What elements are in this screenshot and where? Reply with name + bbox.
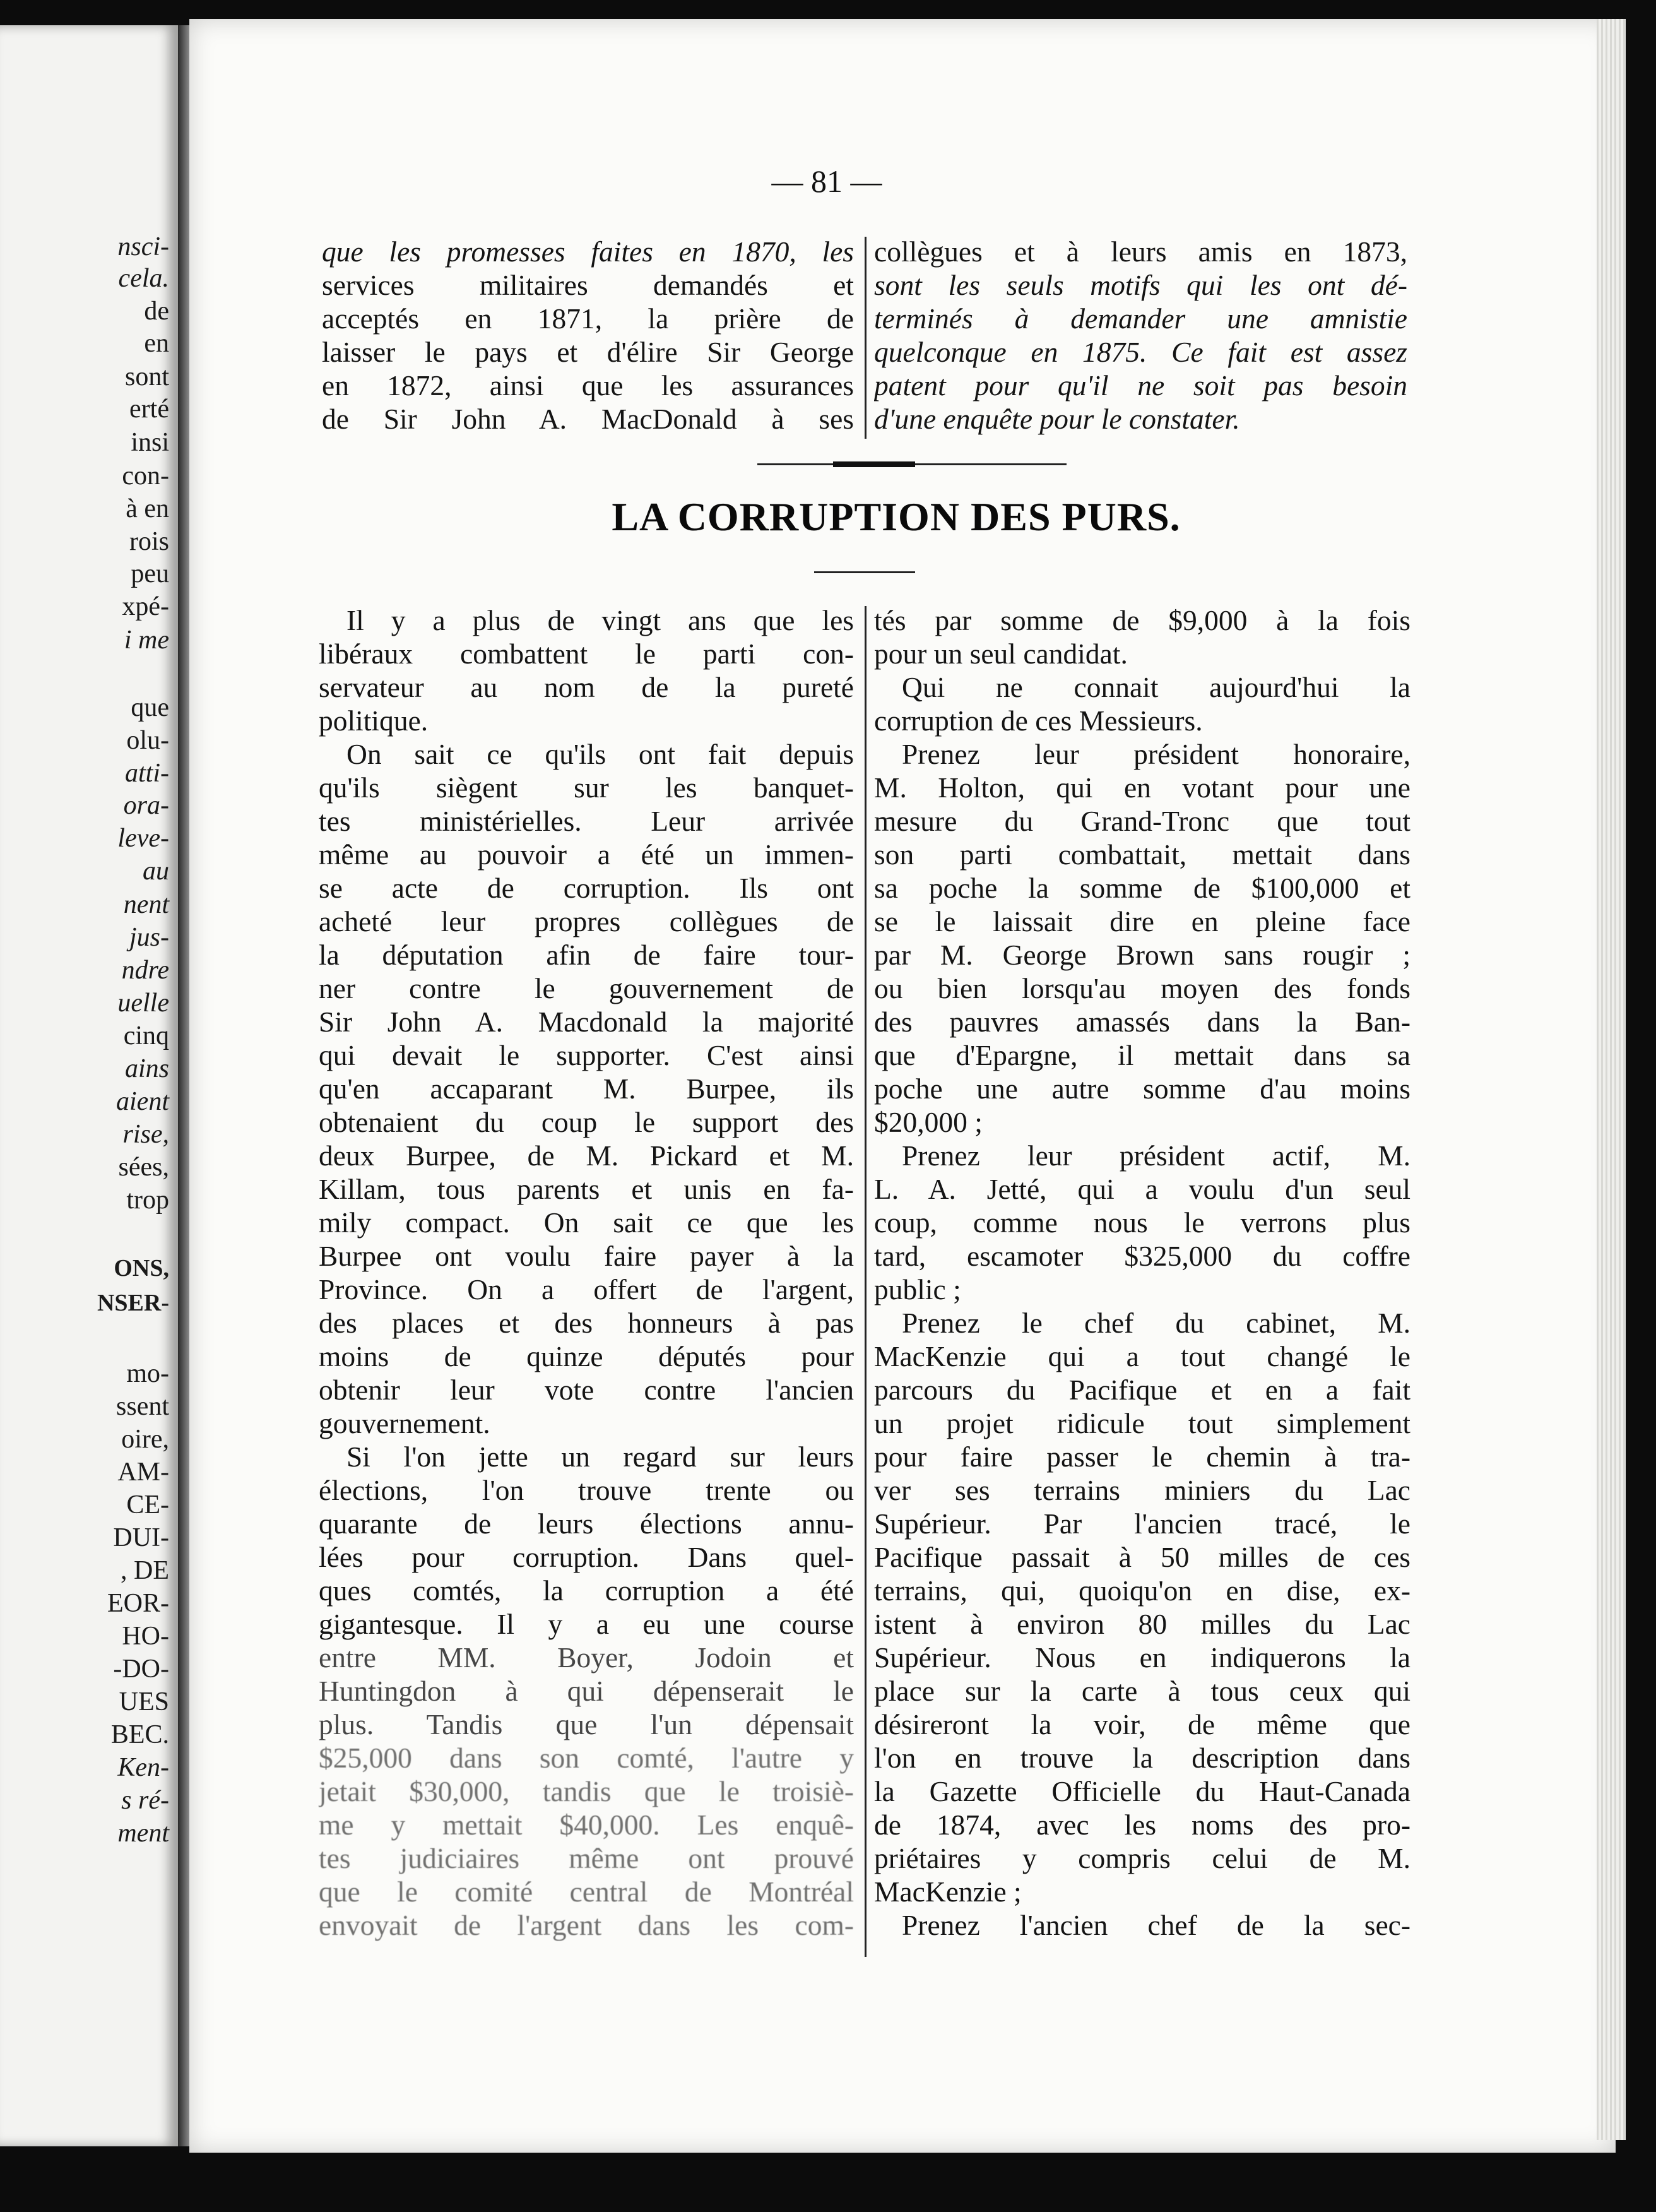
text-line: d'une enquête pour le constater. — [874, 403, 1240, 435]
text-line: un projet ridicule tout simplement — [874, 1407, 1411, 1439]
facing-page-text-fragment: ains — [124, 1054, 169, 1083]
facing-page-text-fragment: sont — [124, 362, 169, 391]
facing-page-text-fragment: cela. — [118, 264, 169, 293]
text-line: l'on en trouve la description dans — [874, 1742, 1411, 1774]
text-line: ques comtés, la corruption a été — [319, 1574, 854, 1607]
text-line: pour faire passer le chemin à tra- — [874, 1441, 1411, 1473]
text-line: Province. On a offert de l'argent, — [319, 1273, 854, 1305]
text-line: poche une autre somme d'au moins — [874, 1073, 1411, 1105]
text-line: qu'en accaparant M. Burpee, ils — [319, 1073, 854, 1105]
facing-page-text-fragment: CE- — [126, 1490, 169, 1519]
text-line: MacKenzie qui a tout changé le — [874, 1340, 1411, 1372]
facing-page-text-fragment: NSER- — [97, 1290, 169, 1316]
text-line: Prenez le chef du cabinet, M. — [902, 1307, 1411, 1339]
text-line: des pauvres amassés dans la Ban- — [874, 1006, 1411, 1038]
article-right-column — [874, 604, 1411, 1942]
text-line: se acte de corruption. Ils ont — [319, 872, 854, 904]
text-line: Pacifique passait à 50 milles de ces — [874, 1541, 1411, 1573]
text-line: se le laissait dire en pleine face — [874, 905, 1411, 937]
text-line: patent pour qu'il ne soit pas besoin — [874, 369, 1407, 401]
text-line: politique. — [319, 705, 429, 737]
text-line: Prenez leur président actif, M. — [902, 1139, 1411, 1172]
text-line: mesure du Grand-Tronc que tout — [874, 805, 1411, 837]
facing-page-text-fragment: nsci- — [117, 232, 169, 261]
facing-page-text-fragment: con- — [122, 461, 169, 491]
facing-page-text-fragment: ment — [117, 1819, 169, 1848]
top-column-divider — [865, 237, 866, 439]
text-line: ner contre le gouvernement de — [319, 972, 854, 1004]
text-line: servateur au nom de la pureté — [319, 671, 854, 703]
facing-page-text-fragment: DUI- — [113, 1523, 169, 1552]
facing-page-text-fragment: cinq — [123, 1021, 169, 1050]
page-number: — 81 — — [771, 164, 882, 199]
text-line: gouvernement. — [319, 1407, 490, 1439]
article-heading: LA CORRUPTION DES PURS. — [612, 494, 1181, 539]
book-spine — [178, 25, 189, 2146]
text-line: Il y a plus de vingt ans que les — [346, 604, 854, 636]
text-line: Supérieur. Par l'ancien tracé, le — [874, 1507, 1411, 1540]
heading-rule-top-ornament — [833, 461, 915, 467]
text-line: envoyait de l'argent dans les com- — [319, 1909, 854, 1941]
facing-page-text-fragment: rise, — [122, 1120, 169, 1149]
facing-page-text-fragment: Ken- — [117, 1753, 169, 1782]
facing-page-text-fragment: au — [143, 857, 169, 886]
text-line: de Sir John A. MacDonald à ses — [322, 403, 854, 435]
facing-page-text-fragment: atti- — [125, 759, 169, 788]
text-line: entre MM. Boyer, Jodoin et — [319, 1641, 854, 1674]
text-line: jetait $30,000, tandis que le troisiè- — [319, 1775, 854, 1807]
text-line: laisser le pays et d'élire Sir George — [322, 336, 854, 368]
text-line: parcours du Pacifique et en a fait — [874, 1374, 1411, 1406]
text-line: me y mettait $40,000. Les enquê- — [319, 1809, 854, 1841]
text-line: par M. George Brown sans rougir ; — [874, 939, 1411, 971]
text-line: libéraux combattent le parti con- — [319, 638, 854, 670]
text-line: mily compact. On sait ce que les — [319, 1206, 854, 1239]
text-line: pour un seul candidat. — [874, 638, 1128, 670]
facing-page-text-fragment: ONS, — [114, 1255, 169, 1281]
text-line: la Gazette Officielle du Haut-Canada — [874, 1775, 1411, 1807]
text-line: deux Burpee, de M. Pickard et M. — [319, 1139, 854, 1172]
text-line: qui devait le supporter. C'est ainsi — [319, 1039, 854, 1071]
facing-page-text-fragment: -DO- — [113, 1655, 169, 1684]
facing-page-text-fragment: xpé- — [122, 592, 169, 621]
text-line: Prenez leur président honoraire, — [902, 738, 1411, 770]
facing-page-text-fragment: rois — [129, 527, 169, 556]
text-line: que d'Epargne, il mettait dans sa — [874, 1039, 1411, 1071]
text-line: Si l'on jette un regard sur leurs — [346, 1441, 854, 1473]
article-left-column — [319, 604, 854, 1942]
text-line: que les promesses faites en 1870, les — [322, 235, 854, 268]
text-line: même au pouvoir a été un immen- — [319, 838, 854, 871]
text-line: M. Holton, qui en votant pour une — [874, 771, 1411, 804]
text-line: obtenaient du coup le support des — [319, 1106, 854, 1138]
facing-page-text-fragment: HO- — [122, 1622, 169, 1651]
text-line: On sait ce qu'ils ont fait depuis — [346, 738, 854, 770]
text-line: de 1874, avec les noms des pro- — [874, 1809, 1411, 1841]
text-line: acceptés en 1871, la prière de — [322, 302, 854, 335]
text-line: gigantesque. Il y a eu une course — [319, 1608, 854, 1640]
facing-page-text-fragment: en — [144, 329, 169, 358]
text-line: corruption de ces Messieurs. — [874, 705, 1203, 737]
facing-page-text-fragment: oire, — [121, 1425, 169, 1454]
text-line: Qui ne connait aujourd'hui la — [902, 671, 1411, 703]
text-line: sa poche la somme de $100,000 et — [874, 872, 1411, 904]
text-line: acheté leur propres collègues de — [319, 905, 854, 937]
text-line: services militaires demandés et — [322, 269, 854, 301]
text-line: terminés à demander une amnistie — [874, 302, 1407, 335]
text-line: terrains, qui, quoiqu'on en dise, ex- — [874, 1574, 1411, 1607]
text-line: ver ses terrains miniers du Lac — [874, 1474, 1411, 1506]
top-right-column — [874, 235, 1407, 436]
facing-page-text-fragment: UES — [119, 1687, 169, 1716]
text-line: tes ministérielles. Leur arrivée — [319, 805, 854, 837]
text-line: élections, l'on trouve trente ou — [319, 1474, 854, 1506]
facing-page-text-fragment: uelle — [117, 989, 169, 1018]
text-line: $25,000 dans son comté, l'autre y — [319, 1742, 854, 1774]
facing-page-text-fragment: à en — [126, 494, 169, 523]
text-line: que le comité central de Montréal — [319, 1876, 854, 1908]
facing-page-text-fragment: peu — [131, 559, 169, 588]
text-line: Sir John A. Macdonald la majorité — [319, 1006, 854, 1038]
text-line: Burpee ont voulu faire payer à la — [319, 1240, 854, 1272]
facing-page-text-fragment: leve- — [117, 824, 169, 853]
text-line: quelconque en 1875. Ce fait est assez — [874, 336, 1407, 368]
facing-page-text-fragment: olu- — [126, 726, 169, 755]
facing-page-text-fragment: trop — [126, 1186, 169, 1215]
text-line: L. A. Jetté, qui a voulu d'un seul — [874, 1173, 1411, 1205]
top-left-column — [322, 235, 854, 436]
facing-page-text-fragment: de — [144, 297, 169, 326]
text-line: des places et des honneurs à pas — [319, 1307, 854, 1339]
article-column-divider — [865, 606, 866, 1957]
text-line: en 1872, ainsi que les assurances — [322, 369, 854, 401]
facing-page-fragment — [0, 25, 178, 2146]
text-line: place sur la carte à tous ceux qui — [874, 1675, 1411, 1707]
facing-page-text-fragment: que — [131, 693, 169, 722]
page-edges — [1597, 19, 1626, 2140]
text-line: ou bien lorsqu'au moyen des fonds — [874, 972, 1411, 1004]
facing-page-text-fragment: , DE — [121, 1556, 169, 1585]
text-line: quarante de leurs élections annu- — [319, 1507, 854, 1540]
text-line: la députation afin de faire tour- — [319, 939, 854, 971]
facing-page-text-fragment: BEC. — [110, 1720, 169, 1749]
text-line: Prenez l'ancien chef de la sec- — [902, 1909, 1411, 1941]
text-line: son parti combattait, mettait dans — [874, 838, 1411, 871]
text-line: public ; — [874, 1273, 961, 1305]
facing-page-text-fragment: ndre — [121, 956, 169, 985]
text-line: coup, comme nous le verrons plus — [874, 1206, 1411, 1239]
facing-page-text-fragment: i me — [124, 626, 169, 655]
text-line: $20,000 ; — [874, 1106, 983, 1138]
facing-page-text-fragment: nent — [123, 890, 169, 919]
text-line: Huntingdon à qui dépenserait le — [319, 1675, 854, 1707]
facing-page-text-fragment: EOR- — [107, 1589, 169, 1618]
text-line: Supérieur. Nous en indiquerons la — [874, 1641, 1411, 1674]
facing-page-text-fragment: ora- — [123, 791, 169, 820]
text-line: tard, escamoter $325,000 du coffre — [874, 1240, 1411, 1272]
facing-page-text-fragment: ssent — [116, 1392, 169, 1421]
facing-page-text-fragment: sées, — [118, 1153, 169, 1182]
text-line: tes judiciaires même ont prouvé — [319, 1842, 854, 1874]
facing-page-text-fragment: AM- — [117, 1458, 169, 1487]
text-line: istent à environ 80 milles du Lac — [874, 1608, 1411, 1640]
facing-page-text-fragment: erté — [129, 395, 169, 424]
text-line: priétaires y compris celui de M. — [874, 1842, 1411, 1874]
text-line: plus. Tandis que l'un dépensait — [319, 1708, 854, 1740]
facing-page-text-fragment: jus- — [129, 923, 169, 952]
text-line: Killam, tous parents et unis en fa- — [319, 1173, 854, 1205]
facing-page-text-fragment: insi — [131, 428, 169, 457]
text-line: sont les seuls motifs qui les ont dé- — [874, 269, 1407, 301]
text-line: moins de quinze députés pour — [319, 1340, 854, 1372]
text-line: obtenir leur vote contre l'ancien — [319, 1374, 854, 1406]
heading-rule-bottom — [814, 571, 915, 573]
text-line: lées pour corruption. Dans quel- — [319, 1541, 854, 1573]
text-line: désireront la voir, de même que — [874, 1708, 1411, 1740]
facing-page-text-fragment: mo- — [126, 1359, 169, 1388]
text-line: tés par somme de $9,000 à la fois — [874, 604, 1411, 636]
text-line: MacKenzie ; — [874, 1876, 1022, 1908]
text-line: collègues et à leurs amis en 1873, — [874, 235, 1407, 268]
facing-page-text-fragment: aient — [116, 1087, 169, 1116]
facing-page-text-fragment: s ré- — [121, 1786, 169, 1815]
text-line: qu'ils siègent sur les banquet- — [319, 771, 854, 804]
